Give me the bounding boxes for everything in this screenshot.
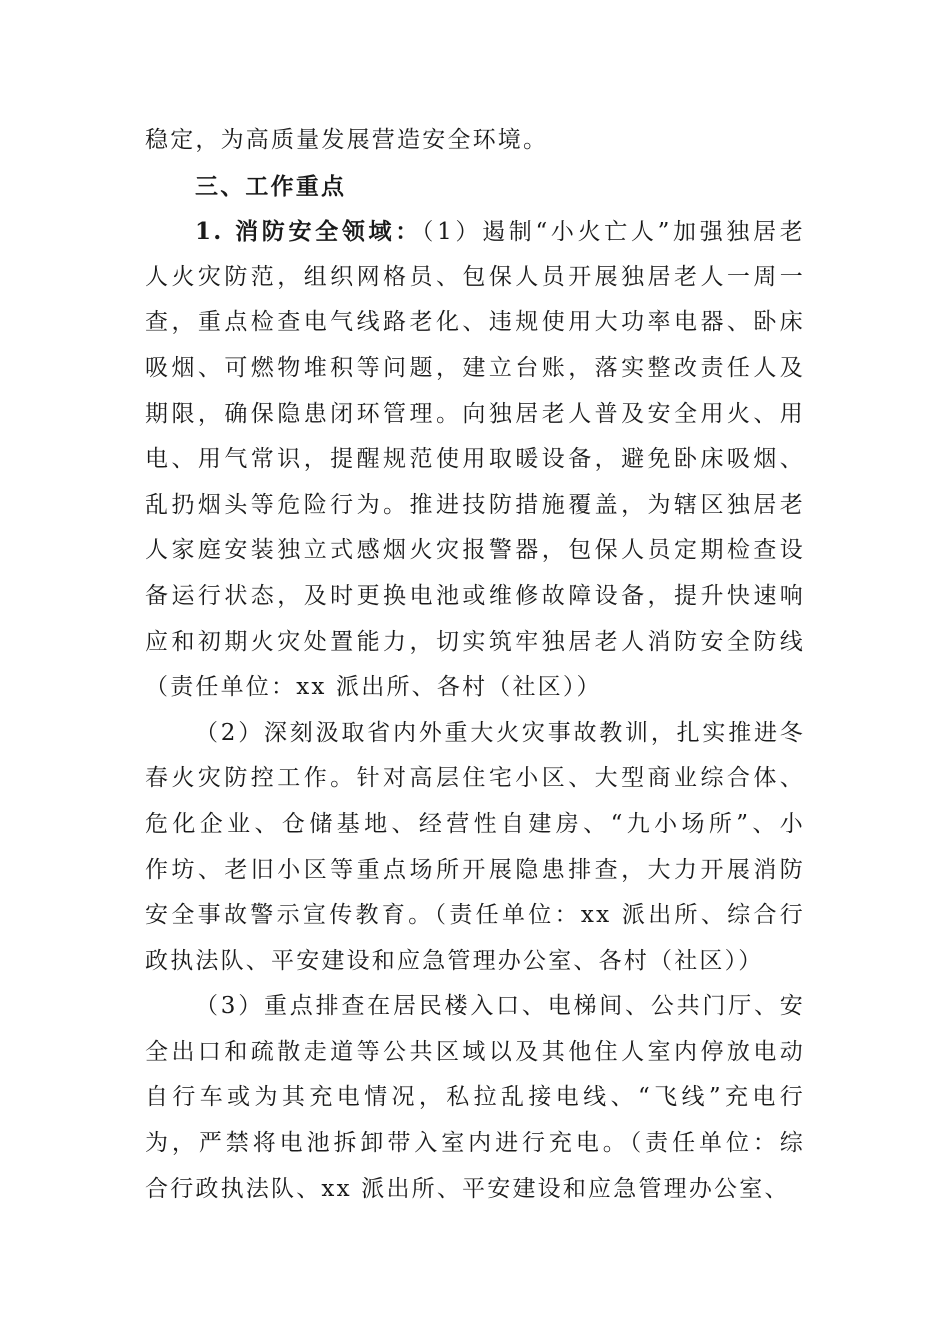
item1-first-line (145, 209, 805, 255)
document-body (145, 118, 805, 1212)
item1-line-2: 查，重点检查电气线路老化、违规使用大功率电器、卧床 (145, 309, 805, 336)
item1-line-10: （责任单位：xx 派出所、各村（社区）） (145, 674, 602, 701)
item2-line-1: 春火灾防控工作。针对高层住宅小区、大型商业综合体、 (145, 765, 805, 792)
item1-line-7: 人家庭安装独立式感烟火灾报警器，包保人员定期检查设 (145, 537, 805, 564)
item3-line-2: 自行车或为其充电情况，私拉乱接电线、“飞线”充电行 (145, 1084, 805, 1111)
item2-line-4: 安全事故警示宣传教育。（责任单位：xx 派出所、综合行 (145, 902, 805, 929)
item2-line-2: 危化企业、仓储基地、经营性自建房、“九小场所”、小 (145, 810, 805, 837)
item3-line-0: （3）重点排查在居民楼入口、电梯间、公共门厅、安 (195, 993, 805, 1020)
item3-line-3: 为，严禁将电池拆卸带入室内进行充电。（责任单位：综 (145, 1130, 805, 1157)
item1-title: 1. 消防安全领域： (195, 218, 422, 246)
item2-line-0: （2）深刻汲取省内外重大火灾事故教训，扎实推进冬 (195, 719, 805, 746)
intro-line: 稳定，为高质量发展营造安全环境。 (145, 127, 549, 153)
item1-line-8: 备运行状态，及时更换电池或维修故障设备，提升快速响 (145, 582, 805, 609)
item1-line-3: 吸烟、可燃物堆积等问题，建立台账，落实整改责任人及 (145, 354, 805, 381)
section-heading: 三、工作重点 (195, 172, 347, 200)
item3-line-4: 合行政执法队、xx 派出所、平安建设和应急管理办公室、 (145, 1175, 790, 1202)
item2-line-5: 政执法队、平安建设和应急管理办公室、各村（社区）） (145, 947, 764, 974)
item1-line-1: 人火灾防范，组织网格员、包保人员开展独居老人一周一 (145, 263, 805, 290)
item1-line-0: （1）遏制“小火亡人”加强独居老 (421, 219, 805, 246)
item1-line-5: 电、用气常识，提醒规范使用取暖设备，避免卧床吸烟、 (145, 446, 805, 473)
item2-line-3: 作坊、老旧小区等重点场所开展隐患排查，大力开展消防 (145, 856, 805, 883)
item1-line-4: 期限，确保隐患闭环管理。向独居老人普及安全用火、用 (145, 400, 805, 427)
item1-line-6: 乱扔烟头等危险行为。推进技防措施覆盖，为辖区独居老 (145, 491, 805, 518)
item3-line-1: 全出口和疏散走道等公共区域以及其他住人室内停放电动 (145, 1038, 805, 1065)
item1-line-9: 应和初期火灾处置能力，切实筑牢独居老人消防安全防线 (145, 628, 805, 655)
